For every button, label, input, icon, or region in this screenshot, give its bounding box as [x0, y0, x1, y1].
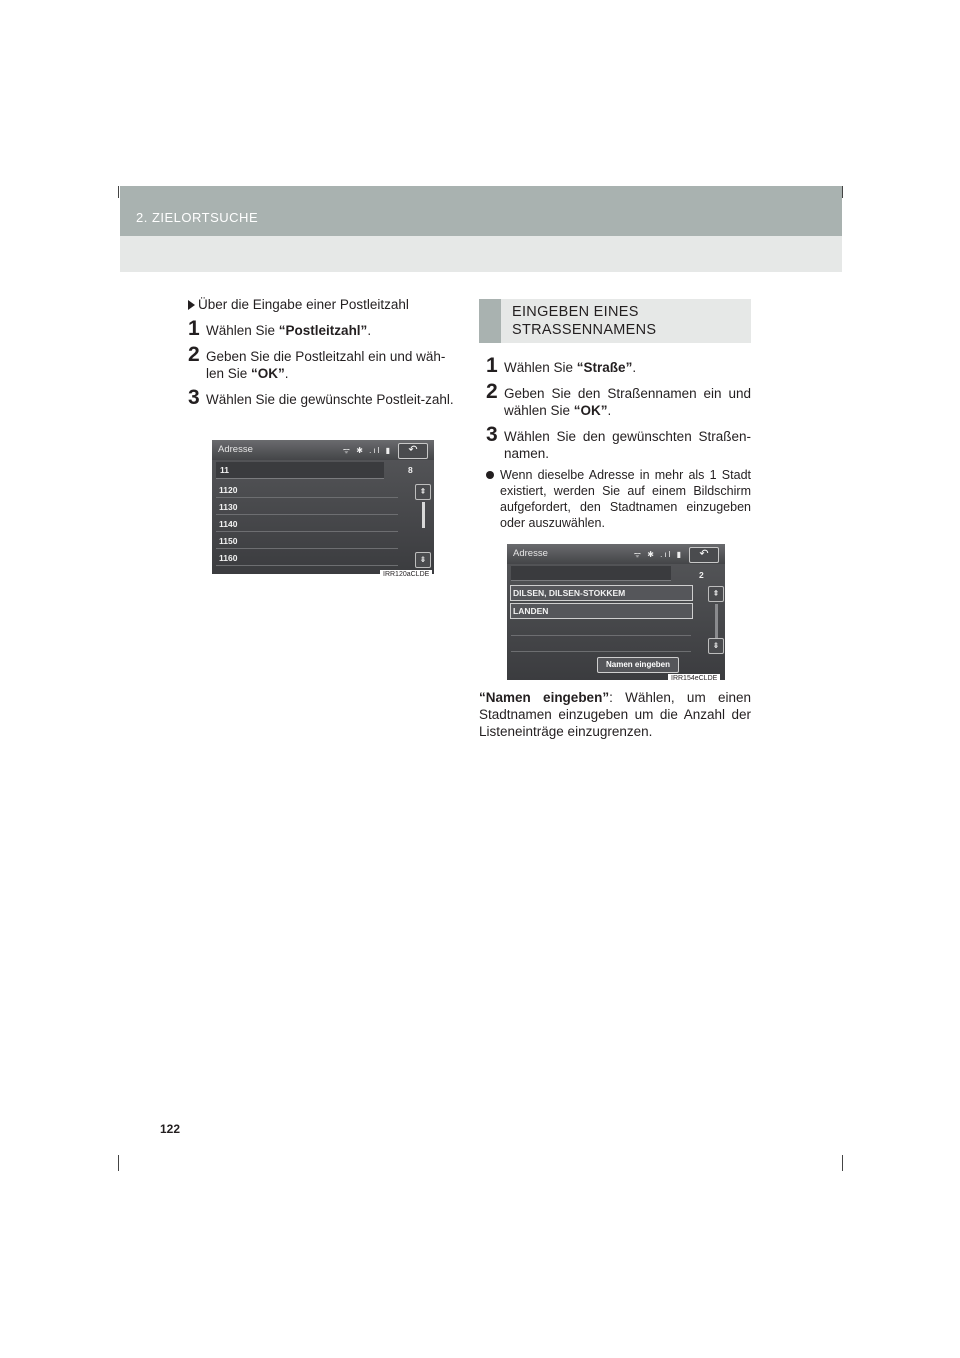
step-keyword: “OK”: [251, 366, 285, 381]
scroll-down-icon[interactable]: ⇟: [708, 638, 724, 654]
step-2: [188, 343, 460, 382]
step-keyword: “Postleitzahl”: [278, 323, 368, 338]
list-item[interactable]: [216, 498, 398, 515]
section-heading: [479, 299, 751, 343]
list-item[interactable]: [216, 532, 398, 549]
chapter-title: 2. ZIELORTSUCHE: [136, 210, 259, 225]
bullet-icon: [486, 471, 494, 479]
note-text: : Wählen, um einen Stadtnamen einzugeben um die Anzahl der Listeneinträge einzugrenzen.: [479, 690, 752, 739]
step-punct: .: [367, 323, 372, 338]
step-text: Geben Sie den Straßennamen ein und wählen Sie: [504, 386, 751, 418]
step-1: [188, 317, 460, 340]
bullet-note: [486, 467, 751, 531]
section-title-line: STRASSENNAMENS: [512, 322, 657, 338]
scrollbar[interactable]: [422, 502, 425, 528]
list-item[interactable]: [216, 549, 398, 566]
step-keyword: “OK”: [573, 403, 608, 418]
step-keyword: “Straße”: [576, 360, 633, 375]
step-2: [486, 380, 751, 419]
postcode-screenshot: [212, 440, 434, 574]
list-item-label: LANDEN: [513, 606, 549, 616]
step-number: 3: [486, 423, 498, 446]
crop-mark: [842, 1155, 843, 1171]
namen-eingeben-button[interactable]: Namen eingeben: [597, 657, 679, 673]
step-1: [486, 354, 751, 377]
left-column: [188, 296, 460, 408]
list-item-label: 1140: [219, 519, 238, 529]
list-item[interactable]: [216, 481, 398, 498]
step-3: [486, 423, 751, 462]
namen-eingeben-note: [479, 689, 751, 740]
step-text: Geben Sie die Postleitzahl ein und wäh-len Sie: [206, 349, 446, 381]
step-text: Wählen Sie: [206, 323, 279, 338]
scrollbar[interactable]: [715, 604, 718, 638]
back-button[interactable]: ↶: [398, 443, 428, 459]
list-item-label: 1160: [219, 553, 238, 563]
input-value: 11: [220, 465, 229, 475]
step-number: 2: [486, 380, 498, 403]
status-icons: ᯤ ✱ .ıl ▮: [633, 550, 683, 559]
right-column: [486, 350, 751, 531]
step-punct: .: [607, 403, 612, 418]
list-item-label: 1120: [219, 485, 238, 495]
step-punct: .: [284, 366, 289, 381]
step-number: 3: [188, 386, 200, 409]
subheading: [188, 296, 460, 313]
screen-title: Adresse: [218, 444, 253, 455]
note-keyword: “Namen eingeben”: [479, 690, 610, 705]
subheading-text: Über die Eingabe einer Postleitzahl: [198, 297, 409, 312]
header-subband: [120, 236, 842, 272]
step-number: 2: [188, 343, 200, 366]
scroll-up-icon[interactable]: ⇞: [415, 484, 431, 500]
image-code: IRR154eCLDE: [668, 674, 720, 683]
step-punct: .: [632, 360, 637, 375]
result-count: 8: [408, 465, 413, 475]
screen-title: Adresse: [513, 548, 548, 559]
bullet-text: Wenn dieselbe Adresse in mehr als 1 Stadt existiert, werden Sie auf einem Bildschirm aufgefordert, den Stadtnamen einzugeben oder auszuwählen.: [500, 468, 751, 530]
status-icons: ᯤ ✱ .ıl ▮: [342, 446, 392, 455]
list-divider: [511, 637, 691, 652]
step-text: Wählen Sie die gewünschte Postleit-zahl.: [206, 392, 454, 407]
section-bar: [479, 299, 501, 343]
triangle-bullet-icon: [188, 300, 195, 310]
back-button[interactable]: ↶: [689, 547, 719, 563]
street-screenshot: [507, 544, 725, 680]
step-text: Wählen Sie: [504, 360, 577, 375]
result-count: 2: [699, 570, 704, 580]
crop-mark: [118, 1155, 119, 1171]
crop-mark: [118, 186, 119, 198]
page-number: 122: [160, 1122, 181, 1136]
section-title-line: EINGEBEN EINES: [512, 304, 639, 320]
section-title: [512, 303, 656, 339]
crop-mark: [842, 186, 843, 198]
image-code: IRR120aCLDE: [380, 570, 432, 579]
street-input[interactable]: [511, 566, 671, 581]
list-item-label: 1150: [219, 536, 238, 546]
step-text: Wählen Sie den gewünschten Straßen-namen.: [504, 429, 751, 461]
step-number: 1: [188, 317, 200, 340]
step-3: [188, 386, 460, 409]
list-item[interactable]: [216, 515, 398, 532]
list-divider: [511, 621, 691, 636]
step-number: 1: [486, 354, 498, 377]
list-item-label: 1130: [219, 502, 238, 512]
scroll-down-icon[interactable]: ⇟: [415, 552, 431, 568]
scroll-up-icon[interactable]: ⇞: [708, 586, 724, 602]
postcode-input[interactable]: [216, 462, 384, 479]
list-item-label: DILSEN, DILSEN-STOKKEM: [513, 588, 626, 598]
